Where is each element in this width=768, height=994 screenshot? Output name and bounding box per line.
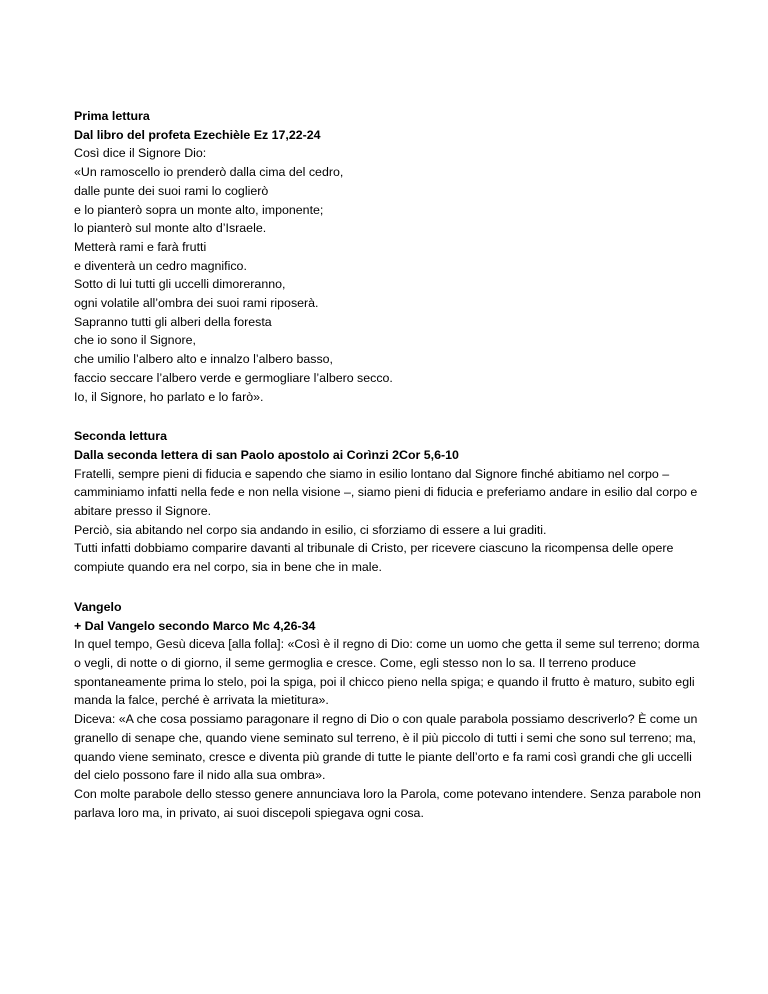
first-reading-line: faccio seccare l’albero verde e germogliare l’albero secco. xyxy=(74,370,393,385)
first-reading-line: e lo pianterò sopra un monte alto, imponente; xyxy=(74,202,324,217)
first-reading-line: Così dice il Signore Dio: xyxy=(74,146,207,161)
first-reading-line: lo pianterò sul monte alto d’Israele. xyxy=(74,221,267,236)
gospel-paragraph: In quel tempo, Gesù diceva [alla folla]: «Così è il regno di Dio: come un uomo che getta il seme sul terreno; dorma o vegli, di notte o di giorno, il seme germoglia e cresce. Come, egli stesso non lo sa. Il terreno produce spontaneamente prima lo stelo, poi la spiga, poi il chicco pieno nella spiga; e quando il frutto è maturo, subito egli manda la falce, perché è arrivata la mietitura». xyxy=(74,637,700,708)
first-reading-line: Sotto di lui tutti gli uccelli dimoreranno, xyxy=(74,277,286,292)
second-reading-source: Dalla seconda lettera di san Paolo apostolo ai Corìnzi 2Cor 5,6-10 xyxy=(74,447,459,462)
second-reading-section xyxy=(74,427,714,577)
document-page xyxy=(74,107,714,843)
second-reading-paragraph: Fratelli, sempre pieni di fiducia e sapendo che siamo in esilio lontano dal Signore finché abitiamo nel corpo – camminiamo infatti nella fede e non nella visione –, siamo pieni di fiducia e preferiamo andare in esilio dal corpo e abitare presso il Signore. xyxy=(74,466,698,519)
gospel-heading: Vangelo xyxy=(74,599,122,614)
first-reading-line: ogni volatile all’ombra dei suoi rami riposerà. xyxy=(74,296,319,311)
second-reading-paragraph: Tutti infatti dobbiamo comparire davanti al tribunale di Cristo, per ricevere ciascuno la ricompensa delle opere compiute quando era nel corpo, sia in bene che in male. xyxy=(74,541,674,575)
first-reading-line: e diventerà un cedro magnifico. xyxy=(74,258,247,273)
first-reading-line: Metterà rami e farà frutti xyxy=(74,239,207,254)
first-reading-section xyxy=(74,107,714,406)
first-reading-line: che umilio l’albero alto e innalzo l’albero basso, xyxy=(74,352,333,367)
first-reading-line: Io, il Signore, ho parlato e lo farò». xyxy=(74,389,264,404)
first-reading-line: «Un ramoscello io prenderò dalla cima del cedro, xyxy=(74,165,344,180)
first-reading-line: che io sono il Signore, xyxy=(74,333,196,348)
second-reading-heading: Seconda lettura xyxy=(74,429,167,444)
gospel-paragraph: Diceva: «A che cosa possiamo paragonare il regno di Dio o con quale parabola possiamo descriverlo? È come un granello di senape che, quando viene seminato sul terreno, è il più piccolo di tutti i semi che sono sul terreno; ma, quando viene seminato, cresce e diventa più grande di tutte le piante dell’orto e fa rami così grandi che gli uccelli del cielo possono fare il nido alla sua ombra». xyxy=(74,712,698,783)
second-reading-paragraph: Perciò, sia abitando nel corpo sia andando in esilio, ci sforziamo di essere a lui graditi. xyxy=(74,522,547,537)
first-reading-source: Dal libro del profeta Ezechièle Ez 17,22-24 xyxy=(74,127,321,142)
first-reading-heading: Prima lettura xyxy=(74,109,150,123)
gospel-paragraph: Con molte parabole dello stesso genere annunciava loro la Parola, come potevano intendere. Senza parabole non parlava loro ma, in privato, ai suoi discepoli spiegava ogni cosa. xyxy=(74,786,701,820)
first-reading-line: dalle punte dei suoi rami lo coglierò xyxy=(74,183,269,198)
first-reading-line: Sapranno tutti gli alberi della foresta xyxy=(74,314,272,329)
gospel-source: + Dal Vangelo secondo Marco Mc 4,26-34 xyxy=(74,618,316,633)
gospel-section xyxy=(74,598,714,822)
